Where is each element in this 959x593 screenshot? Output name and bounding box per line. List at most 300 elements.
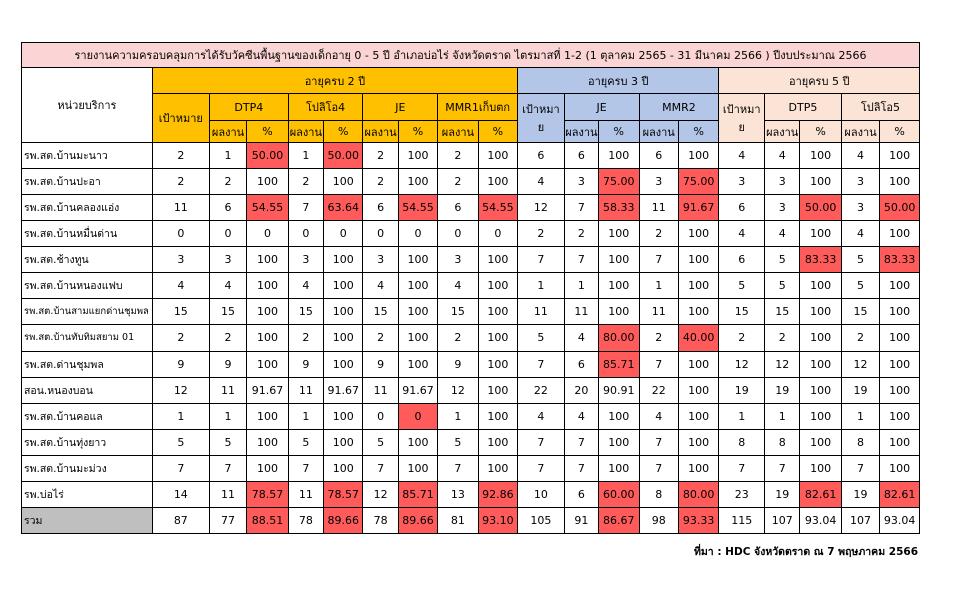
cell-value: 1 <box>719 403 765 429</box>
cell-value: 13 <box>438 481 478 507</box>
cell-value: 7 <box>719 455 765 481</box>
cell-value: 20 <box>564 377 598 403</box>
cell-value: 0 <box>478 221 517 247</box>
cell-value: 100 <box>880 299 920 325</box>
cell-value: 11 <box>209 377 246 403</box>
cell-value: 6 <box>564 351 598 377</box>
cell-value: 6 <box>719 247 765 273</box>
cell-value: 1 <box>209 143 246 169</box>
polio4-header: โปลิโอ4 <box>288 94 363 121</box>
result-header: ผลงาน <box>209 121 246 143</box>
table-row <box>22 169 920 195</box>
cell-value: 5 <box>518 325 565 351</box>
je3-header: JE <box>564 94 639 121</box>
report-title: รายงานความครอบคลุมการได้รับวัคซีนพื้นฐานของเด็กอายุ 0 - 5 ปี อำเภอบ่อไร่ จังหวัดตราด ไตรมาสที่ 1-2 (1 ตุลาคม 2565 - 31 มีนาคม 2566 ) ปีงบประมาณ 2566 <box>22 43 920 68</box>
cell-value: 100 <box>678 299 718 325</box>
cell-value: 3 <box>288 247 323 273</box>
cell-value: 100 <box>800 377 842 403</box>
cell-value: 4 <box>152 273 209 299</box>
cell-value: 7 <box>438 455 478 481</box>
cell-value: 100 <box>880 351 920 377</box>
cell-value: 92.86 <box>478 481 517 507</box>
cell-value: 100 <box>678 351 718 377</box>
cell-value: 2 <box>363 169 398 195</box>
result-header: ผลงาน <box>564 121 598 143</box>
cell-value: 4 <box>288 273 323 299</box>
age5-target-header <box>719 94 765 143</box>
cell-value: 93.10 <box>478 507 517 533</box>
je2-header: JE <box>363 94 438 121</box>
cell-value: 4 <box>518 403 565 429</box>
unit-name: รพ.สต.ช้างทูน <box>22 247 153 273</box>
cell-value: 1 <box>841 403 879 429</box>
cell-value: 4 <box>564 403 598 429</box>
cell-value: 5 <box>841 273 879 299</box>
percent-header: % <box>247 121 289 143</box>
cell-value: 100 <box>247 403 289 429</box>
cell-value: 1 <box>639 273 678 299</box>
cell-value: 8 <box>765 429 800 455</box>
cell-value: 90.91 <box>599 377 639 403</box>
cell-value: 6 <box>209 195 246 221</box>
cell-value: 15 <box>765 299 800 325</box>
cell-value: 15 <box>841 299 879 325</box>
cell-value: 2 <box>841 325 879 351</box>
cell-value: 4 <box>639 403 678 429</box>
unit-header: หน่วยบริการ <box>22 68 153 143</box>
total-row <box>22 507 920 533</box>
cell-value: 100 <box>324 403 363 429</box>
cell-value: 12 <box>363 481 398 507</box>
cell-value: 100 <box>678 455 718 481</box>
cell-value: 4 <box>564 325 598 351</box>
age5-header: อายุครบ 5 ปี <box>719 68 920 94</box>
cell-value: 100 <box>478 429 517 455</box>
cell-value: 40.00 <box>678 325 718 351</box>
cell-value: 2 <box>639 325 678 351</box>
cell-value: 1 <box>564 273 598 299</box>
cell-value: 100 <box>599 403 639 429</box>
cell-value: 50.00 <box>880 195 920 221</box>
cell-value: 10 <box>518 481 565 507</box>
cell-value: 100 <box>678 221 718 247</box>
cell-value: 3 <box>841 195 879 221</box>
cell-value: 100 <box>398 351 437 377</box>
unit-name: รพ.สต.ด่านชุมพล <box>22 351 153 377</box>
cell-value: 50.00 <box>324 143 363 169</box>
cell-value: 100 <box>800 299 842 325</box>
cell-value: 100 <box>880 377 920 403</box>
age5-target-line1: เป้าหมา <box>722 103 761 116</box>
cell-value: 100 <box>880 143 920 169</box>
cell-value: 100 <box>599 221 639 247</box>
cell-value: 78 <box>288 507 323 533</box>
cell-value: 105 <box>518 507 565 533</box>
cell-value: 100 <box>800 455 842 481</box>
cell-value: 83.33 <box>880 247 920 273</box>
cell-value: 3 <box>152 247 209 273</box>
cell-value: 100 <box>678 429 718 455</box>
cell-value: 12 <box>518 195 565 221</box>
cell-value: 2 <box>564 221 598 247</box>
cell-value: 19 <box>841 481 879 507</box>
cell-value: 0 <box>152 221 209 247</box>
cell-value: 1 <box>209 403 246 429</box>
cell-value: 9 <box>288 351 323 377</box>
cell-value: 100 <box>247 351 289 377</box>
cell-value: 9 <box>152 351 209 377</box>
table-row <box>22 221 920 247</box>
cell-value: 100 <box>478 273 517 299</box>
cell-value: 2 <box>209 169 246 195</box>
cell-value: 100 <box>478 169 517 195</box>
cell-value: 100 <box>398 429 437 455</box>
cell-value: 100 <box>324 455 363 481</box>
cell-value: 7 <box>518 455 565 481</box>
cell-value: 107 <box>841 507 879 533</box>
percent-header: % <box>599 121 639 143</box>
cell-value: 54.55 <box>478 195 517 221</box>
cell-value: 100 <box>247 299 289 325</box>
cell-value: 100 <box>398 325 437 351</box>
cell-value: 89.66 <box>324 507 363 533</box>
cell-value: 93.04 <box>800 507 842 533</box>
cell-value: 85.71 <box>599 351 639 377</box>
cell-value: 0 <box>324 221 363 247</box>
cell-value: 7 <box>639 351 678 377</box>
cell-value: 100 <box>324 273 363 299</box>
percent-header: % <box>800 121 842 143</box>
cell-value: 60.00 <box>599 481 639 507</box>
cell-value: 4 <box>518 169 565 195</box>
cell-value: 100 <box>800 403 842 429</box>
cell-value: 1 <box>152 403 209 429</box>
dtp5-header: DTP5 <box>765 94 842 121</box>
cell-value: 100 <box>398 247 437 273</box>
percent-header: % <box>324 121 363 143</box>
cell-value: 93.33 <box>678 507 718 533</box>
result-header: ผลงาน <box>639 121 678 143</box>
cell-value: 100 <box>324 325 363 351</box>
cell-value: 115 <box>719 507 765 533</box>
cell-value: 5 <box>288 429 323 455</box>
cell-value: 50.00 <box>247 143 289 169</box>
cell-value: 6 <box>564 143 598 169</box>
cell-value: 1 <box>288 143 323 169</box>
unit-name: รพ.สต.บ้านคลองแอ่ง <box>22 195 153 221</box>
cell-value: 2 <box>363 325 398 351</box>
cell-value: 15 <box>209 299 246 325</box>
cell-value: 6 <box>564 481 598 507</box>
unit-name: รพ.บ่อไร่ <box>22 481 153 507</box>
cell-value: 2 <box>765 325 800 351</box>
cell-value: 3 <box>438 247 478 273</box>
cell-value: 100 <box>880 429 920 455</box>
cell-value: 80.00 <box>678 481 718 507</box>
unit-name: รพ.สต.บ้านคอแล <box>22 403 153 429</box>
cell-value: 63.64 <box>324 195 363 221</box>
cell-value: 100 <box>247 455 289 481</box>
unit-name: รวม <box>22 507 153 533</box>
cell-value: 100 <box>478 247 517 273</box>
cell-value: 11 <box>363 377 398 403</box>
cell-value: 50.00 <box>800 195 842 221</box>
cell-value: 3 <box>841 169 879 195</box>
table-row <box>22 247 920 273</box>
cell-value: 91.67 <box>398 377 437 403</box>
cell-value: 58.33 <box>599 195 639 221</box>
cell-value: 4 <box>841 221 879 247</box>
table-row <box>22 351 920 377</box>
cell-value: 0 <box>209 221 246 247</box>
unit-name: รพ.สต.บ้านสามแยกด่านชุมพล <box>22 299 153 325</box>
unit-name: รพ.สต.บ้านทุ่งยาว <box>22 429 153 455</box>
cell-value: 4 <box>209 273 246 299</box>
cell-value: 100 <box>678 377 718 403</box>
cell-value: 7 <box>209 455 246 481</box>
cell-value: 2 <box>152 143 209 169</box>
cell-value: 15 <box>152 299 209 325</box>
cell-value: 100 <box>478 325 517 351</box>
table-row <box>22 455 920 481</box>
cell-value: 100 <box>324 299 363 325</box>
cell-value: 7 <box>841 455 879 481</box>
cell-value: 0 <box>438 221 478 247</box>
cell-value: 19 <box>765 481 800 507</box>
cell-value: 7 <box>288 455 323 481</box>
table-row <box>22 429 920 455</box>
cell-value: 100 <box>478 377 517 403</box>
cell-value: 5 <box>438 429 478 455</box>
cell-value: 100 <box>478 403 517 429</box>
cell-value: 12 <box>152 377 209 403</box>
cell-value: 0 <box>363 403 398 429</box>
cell-value: 80.00 <box>599 325 639 351</box>
age5-target-line2: ย <box>738 121 745 134</box>
cell-value: 3 <box>765 169 800 195</box>
cell-value: 9 <box>438 351 478 377</box>
cell-value: 78.57 <box>247 481 289 507</box>
cell-value: 7 <box>363 455 398 481</box>
cell-value: 2 <box>288 169 323 195</box>
cell-value: 0 <box>247 221 289 247</box>
cell-value: 82.61 <box>800 481 842 507</box>
cell-value: 15 <box>363 299 398 325</box>
cell-value: 7 <box>518 247 565 273</box>
cell-value: 11 <box>639 195 678 221</box>
mmr2-header: MMR2 <box>639 94 719 121</box>
cell-value: 7 <box>564 429 598 455</box>
cell-value: 5 <box>363 429 398 455</box>
cell-value: 100 <box>880 221 920 247</box>
cell-value: 11 <box>564 299 598 325</box>
cell-value: 2 <box>438 143 478 169</box>
cell-value: 2 <box>438 169 478 195</box>
cell-value: 100 <box>800 325 842 351</box>
cell-value: 100 <box>800 221 842 247</box>
cell-value: 5 <box>841 247 879 273</box>
unit-name: รพ.สต.บ้านปะอา <box>22 169 153 195</box>
cell-value: 89.66 <box>398 507 437 533</box>
cell-value: 23 <box>719 481 765 507</box>
cell-value: 15 <box>719 299 765 325</box>
cell-value: 3 <box>209 247 246 273</box>
cell-value: 0 <box>363 221 398 247</box>
cell-value: 82.61 <box>880 481 920 507</box>
cell-value: 98 <box>639 507 678 533</box>
cell-value: 0 <box>398 403 437 429</box>
cell-value: 7 <box>639 455 678 481</box>
cell-value: 88.51 <box>247 507 289 533</box>
cell-value: 100 <box>599 455 639 481</box>
cell-value: 100 <box>324 247 363 273</box>
cell-value: 19 <box>765 377 800 403</box>
cell-value: 11 <box>288 377 323 403</box>
cell-value: 83.33 <box>800 247 842 273</box>
cell-value: 7 <box>564 455 598 481</box>
cell-value: 0 <box>398 221 437 247</box>
cell-value: 4 <box>719 143 765 169</box>
percent-header: % <box>478 121 517 143</box>
cell-value: 0 <box>288 221 323 247</box>
cell-value: 100 <box>599 299 639 325</box>
cell-value: 93.04 <box>880 507 920 533</box>
unit-name: รพ.สต.บ้านมะม่วง <box>22 455 153 481</box>
cell-value: 5 <box>209 429 246 455</box>
cell-value: 7 <box>639 429 678 455</box>
cell-value: 100 <box>247 429 289 455</box>
cell-value: 100 <box>599 429 639 455</box>
cell-value: 75.00 <box>678 169 718 195</box>
cell-value: 7 <box>518 429 565 455</box>
age3-header: อายุครบ 3 ปี <box>518 68 719 94</box>
table-row <box>22 403 920 429</box>
cell-value: 100 <box>800 429 842 455</box>
unit-name: รพ.สต.บ้านหนองแฟบ <box>22 273 153 299</box>
cell-value: 6 <box>639 143 678 169</box>
cell-value: 19 <box>719 377 765 403</box>
cell-value: 91.67 <box>324 377 363 403</box>
result-header: ผลงาน <box>438 121 478 143</box>
cell-value: 11 <box>639 299 678 325</box>
cell-value: 7 <box>288 195 323 221</box>
cell-value: 91 <box>564 507 598 533</box>
table-row <box>22 299 920 325</box>
cell-value: 100 <box>324 351 363 377</box>
cell-value: 100 <box>599 143 639 169</box>
cell-value: 4 <box>765 143 800 169</box>
cell-value: 15 <box>288 299 323 325</box>
cell-value: 9 <box>363 351 398 377</box>
cell-value: 2 <box>639 221 678 247</box>
cell-value: 22 <box>639 377 678 403</box>
result-header: ผลงาน <box>288 121 323 143</box>
unit-name: รพ.สต.บ้านหมื่นด่าน <box>22 221 153 247</box>
cell-value: 19 <box>841 377 879 403</box>
cell-value: 3 <box>719 169 765 195</box>
age2-target-header: เป้าหมาย <box>152 94 209 143</box>
cell-value: 100 <box>324 169 363 195</box>
coverage-table <box>21 42 920 534</box>
cell-value: 85.71 <box>398 481 437 507</box>
cell-value: 12 <box>438 377 478 403</box>
cell-value: 86.67 <box>599 507 639 533</box>
cell-value: 100 <box>478 143 517 169</box>
cell-value: 6 <box>438 195 478 221</box>
cell-value: 2 <box>363 143 398 169</box>
percent-header: % <box>678 121 718 143</box>
cell-value: 7 <box>564 195 598 221</box>
table-body <box>22 143 920 534</box>
cell-value: 100 <box>398 273 437 299</box>
cell-value: 100 <box>678 143 718 169</box>
cell-value: 100 <box>398 169 437 195</box>
cell-value: 12 <box>719 351 765 377</box>
cell-value: 2 <box>438 325 478 351</box>
cell-value: 3 <box>363 247 398 273</box>
source-note: ที่มา : HDC จังหวัดตราด ณ 7 พฤษภาคม 2566 <box>693 546 918 558</box>
cell-value: 3 <box>564 169 598 195</box>
cell-value: 1 <box>765 403 800 429</box>
cell-value: 12 <box>765 351 800 377</box>
cell-value: 2 <box>209 325 246 351</box>
age2-header: อายุครบ 2 ปี <box>152 68 517 94</box>
cell-value: 7 <box>518 351 565 377</box>
table-row <box>22 377 920 403</box>
cell-value: 14 <box>152 481 209 507</box>
result-header: ผลงาน <box>841 121 879 143</box>
cell-value: 107 <box>765 507 800 533</box>
table-row <box>22 325 920 351</box>
cell-value: 100 <box>398 143 437 169</box>
cell-value: 100 <box>478 351 517 377</box>
cell-value: 75.00 <box>599 169 639 195</box>
cell-value: 1 <box>288 403 323 429</box>
cell-value: 100 <box>880 455 920 481</box>
age3-target-line2: ย <box>537 121 545 134</box>
cell-value: 15 <box>438 299 478 325</box>
unit-name: รพ.สต.บ้านมะนาว <box>22 143 153 169</box>
cell-value: 11 <box>518 299 565 325</box>
cell-value: 11 <box>209 481 246 507</box>
cell-value: 100 <box>678 247 718 273</box>
cell-value: 100 <box>247 325 289 351</box>
cell-value: 100 <box>678 403 718 429</box>
cell-value: 100 <box>800 143 842 169</box>
cell-value: 100 <box>247 169 289 195</box>
cell-value: 4 <box>841 143 879 169</box>
cell-value: 100 <box>599 247 639 273</box>
result-header: ผลงาน <box>363 121 398 143</box>
cell-value: 6 <box>518 143 565 169</box>
age3-target-line1: เป้าหมา <box>522 103 560 116</box>
cell-value: 100 <box>800 169 842 195</box>
cell-value: 7 <box>765 455 800 481</box>
cell-value: 100 <box>478 299 517 325</box>
cell-value: 100 <box>398 455 437 481</box>
cell-value: 91.67 <box>247 377 289 403</box>
cell-value: 8 <box>719 429 765 455</box>
age3-target-header <box>518 94 565 143</box>
cell-value: 100 <box>800 351 842 377</box>
cell-value: 4 <box>438 273 478 299</box>
cell-value: 1 <box>518 273 565 299</box>
cell-value: 7 <box>152 455 209 481</box>
cell-value: 5 <box>152 429 209 455</box>
cell-value: 2 <box>152 325 209 351</box>
cell-value: 87 <box>152 507 209 533</box>
cell-value: 6 <box>719 195 765 221</box>
